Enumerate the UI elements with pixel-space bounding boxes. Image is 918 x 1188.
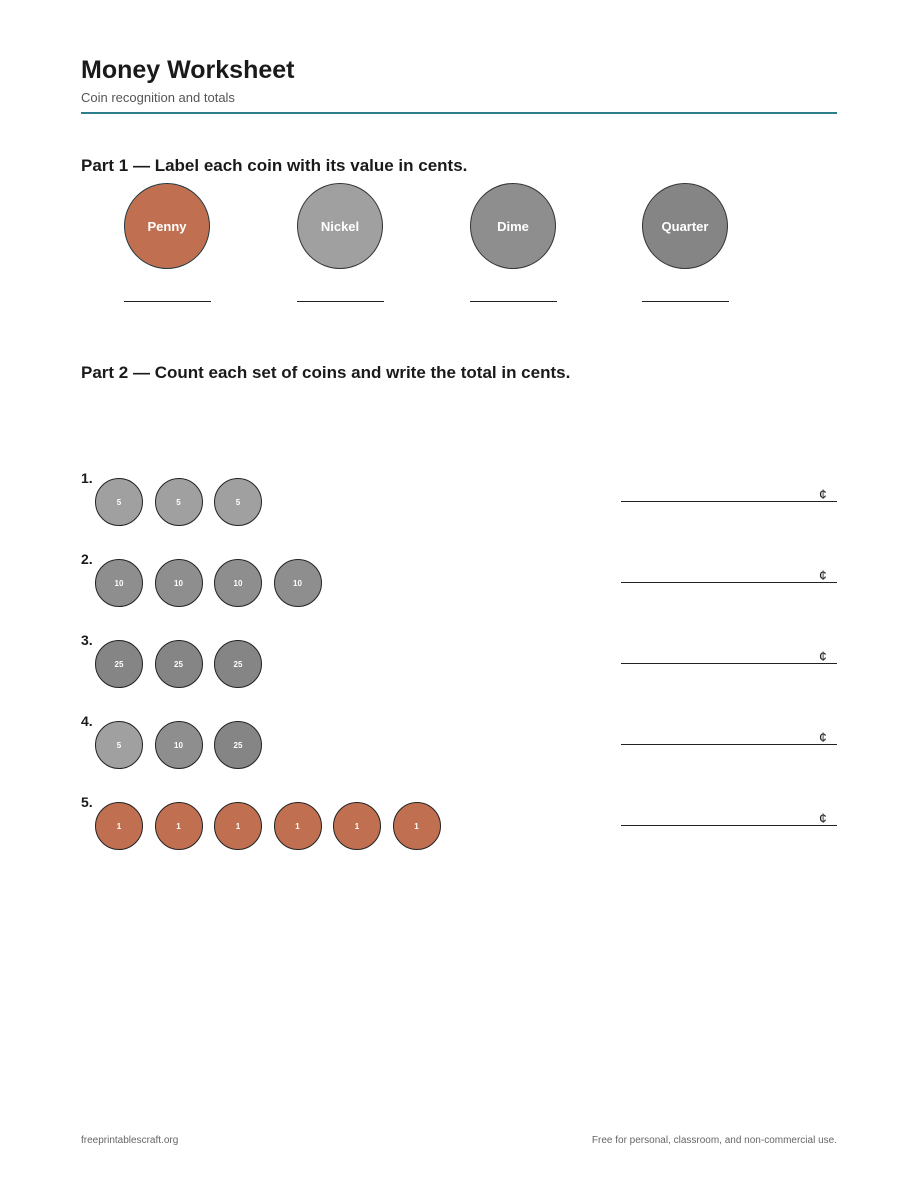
coin-value: 1 xyxy=(176,821,181,831)
part2-heading: Part 2 — Count each set of coins and write the total in cents. xyxy=(81,363,571,382)
cent-symbol: ¢ xyxy=(819,567,827,583)
coin-value: 1 xyxy=(354,821,360,831)
coin-value: 25 xyxy=(233,740,243,750)
page-title: Money Worksheet xyxy=(81,56,295,84)
footer-site: freeprintablescraft.org xyxy=(81,1135,179,1146)
cent-symbol: ¢ xyxy=(819,486,827,502)
problem-number: 3. xyxy=(81,632,93,648)
nickel-answer-line[interactable] xyxy=(297,301,384,302)
quarter-coin xyxy=(642,183,728,269)
total-answer-line[interactable] xyxy=(621,663,837,664)
coin xyxy=(274,802,322,850)
coin xyxy=(155,478,203,526)
coin xyxy=(155,640,203,688)
total-answer-line[interactable] xyxy=(621,825,837,826)
penny-coin xyxy=(124,183,210,269)
problem-number: 5. xyxy=(81,794,93,810)
penny-answer-line[interactable] xyxy=(124,301,211,302)
coin-label: Quarter xyxy=(661,218,709,234)
coin-value: 1 xyxy=(414,821,419,831)
footer-license: Free for personal, classroom, and non-commercial use. xyxy=(591,1135,837,1146)
dime-coin xyxy=(470,183,556,269)
coin-value: 1 xyxy=(295,821,300,831)
coin-value: 10 xyxy=(174,578,183,588)
coin xyxy=(214,559,262,607)
problem-number: 1. xyxy=(81,470,93,486)
header-divider xyxy=(81,112,837,114)
coin xyxy=(95,478,143,526)
page-subtitle: Coin recognition and totals xyxy=(81,90,235,105)
coin-value: 10 xyxy=(114,578,124,588)
coin-value: 5 xyxy=(116,740,122,750)
coin-value: 10 xyxy=(293,578,302,588)
coin xyxy=(95,721,143,769)
problem-number: 4. xyxy=(81,713,93,729)
part1-heading: Part 1 — Label each coin with its value in cents. xyxy=(81,156,468,175)
coin xyxy=(274,559,322,607)
nickel-coin xyxy=(297,183,383,269)
coin-label: Dime xyxy=(497,218,529,234)
coin xyxy=(393,802,441,850)
cent-symbol: ¢ xyxy=(819,729,827,745)
coin-value: 25 xyxy=(233,659,243,669)
coin xyxy=(333,802,381,850)
coin-value: 10 xyxy=(233,578,243,588)
coin xyxy=(95,640,143,688)
coin-label: Nickel xyxy=(320,218,360,234)
coin-value: 25 xyxy=(114,659,124,669)
coin xyxy=(214,640,262,688)
coin-value: 25 xyxy=(174,659,183,669)
coin-value: 5 xyxy=(116,497,122,507)
coin-value: 1 xyxy=(116,821,122,831)
coin xyxy=(214,478,262,526)
coin xyxy=(155,721,203,769)
cent-symbol: ¢ xyxy=(819,810,827,826)
coin-value: 1 xyxy=(235,821,241,831)
total-answer-line[interactable] xyxy=(621,501,837,502)
coin xyxy=(155,802,203,850)
quarter-answer-line[interactable] xyxy=(642,301,729,302)
coin xyxy=(95,559,143,607)
total-answer-line[interactable] xyxy=(621,744,837,745)
coin xyxy=(214,802,262,850)
coin-value: 10 xyxy=(174,740,183,750)
coin xyxy=(155,559,203,607)
dime-answer-line[interactable] xyxy=(470,301,557,302)
problem-number: 2. xyxy=(81,551,93,567)
coin-label: Penny xyxy=(147,218,187,234)
cent-symbol: ¢ xyxy=(819,648,827,664)
coin-value: 5 xyxy=(176,497,181,507)
coin xyxy=(95,802,143,850)
coin-value: 5 xyxy=(235,497,241,507)
coin xyxy=(214,721,262,769)
total-answer-line[interactable] xyxy=(621,582,837,583)
